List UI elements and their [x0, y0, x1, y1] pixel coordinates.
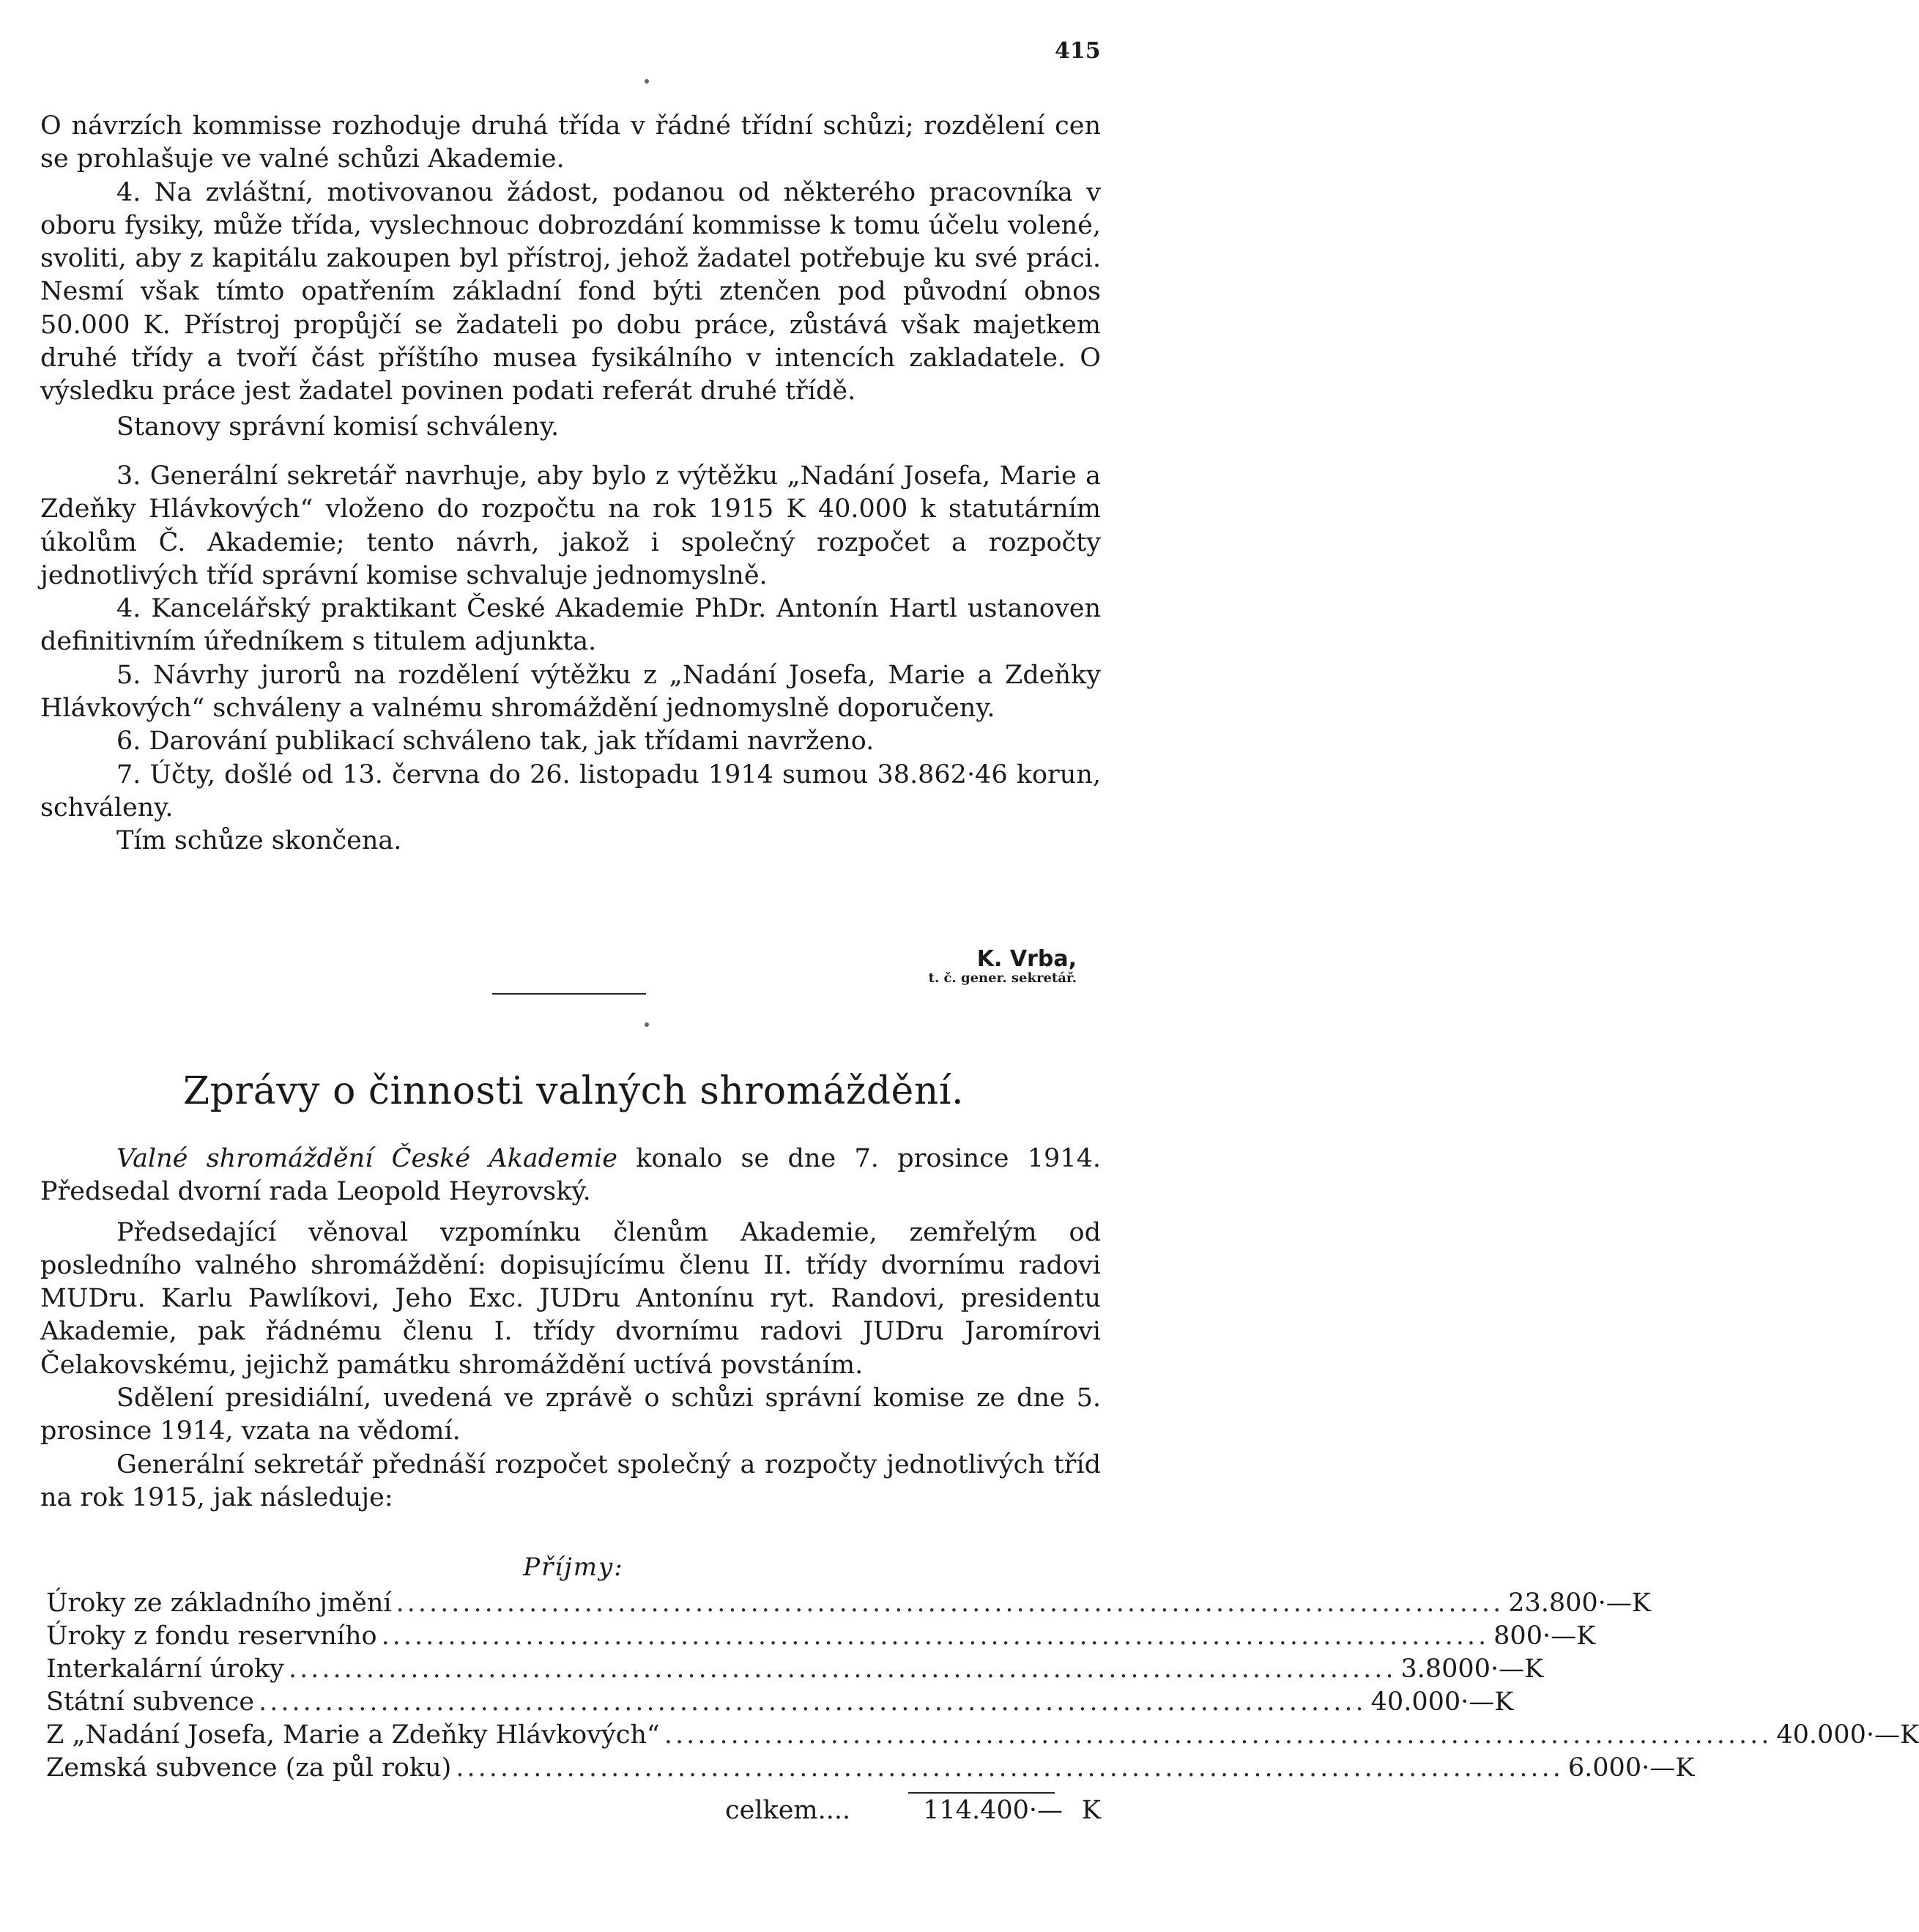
- total-amount: 114.400·—: [923, 1796, 1063, 1825]
- paragraph: O návrzích kommisse rozhoduje druhá třída v řádné třídní schůzi; rozdělení cen se prohlašuje ve valné schůzi Akademie.: [40, 111, 1101, 174]
- section-assembly: [40, 1143, 1101, 1515]
- row-amount: 800·—: [1493, 1621, 1577, 1651]
- row-currency: K: [1494, 1687, 1514, 1717]
- total-label: celkem....: [725, 1796, 851, 1825]
- section-minutes: [40, 110, 1101, 858]
- row-amount: 40.000·—: [1776, 1720, 1900, 1750]
- table-row: [46, 1620, 1596, 1653]
- intro-rest: konalo se dne 7. prosince 1914. Předsedal dvorní rada Leopold Heyrovský.: [40, 1144, 1101, 1207]
- row-label: Úroky ze základního jmění: [46, 1589, 392, 1618]
- table-title: Příjmy:: [523, 1553, 624, 1582]
- signature-block: [806, 946, 1077, 986]
- paragraph: 4. Na zvláštní, motivovanou žádost, podanou od některého pracovníka v oboru fysiky, může třída, vyslechnouc dobrozdání kommisse k tomu účelu volené, svoliti, aby z kapitálu zakoupen byl přístroj, jehož žadatel potřebuje ku své práci. Nesmí však tímto opatřením základní fond býti ztenčen pod původní obnos 50.000 K. Přístroj propůjčí se žadateli po dobu práce, zůstává však majetkem druhé třídy a tvoří část příštího musea fysikálního v intencích zakladatele. O výsledku práce jest žadatel povinen podati referát druhé třídě.: [40, 177, 1101, 406]
- paragraph: Předsedající věnoval vzpomínku členům Akademie, zemřelým od posledního valného shromáždění: dopisujícímu členu II. třídy dvornímu radovi MUDru. Karlu Pawlíkovi, Jeho Exc. JUDru Antonínu ryt. Randovi, presidentu Akademie, pak řádnému členu I. třídy dvornímu radovi JUDru Jaromírovi Čelakovskému, jejichž památku shromáždění uctívá povstáním.: [40, 1217, 1101, 1380]
- table-row: [46, 1587, 1651, 1620]
- leader-dots: ....................................................................................................: [259, 1687, 1367, 1717]
- section-heading: Zprávy o činnosti valných shromáždění.: [183, 1069, 964, 1113]
- row-amount: 6.000·—: [1567, 1753, 1676, 1783]
- print-speck: [645, 79, 649, 83]
- signature-name: K. Vrba,: [976, 946, 1077, 972]
- row-amount: 23.800·—: [1508, 1589, 1632, 1618]
- paragraph: Generální sekretář přednáší rozpočet společný a rozpočty jednotlivých tříd na rok 1915, jak následuje:: [40, 1449, 1101, 1512]
- row-label: Státní subvence: [46, 1687, 255, 1717]
- row-label: Z „Nadání Josefa, Marie a Zdeňky Hlávkových“: [46, 1720, 660, 1750]
- budget-table: [46, 1587, 1919, 1785]
- row-label: Zemská subvence (za půl roku): [46, 1753, 452, 1783]
- row-currency: K: [1631, 1589, 1651, 1618]
- paragraph: 5. Návrhy jurorů na rozdělení výtěžku z „Nadání Josefa, Marie a Zdeňky Hlávkových“ schváleny a valnému shromáždění jednomyslně doporučeny.: [40, 660, 1101, 724]
- table-row: [46, 1719, 1919, 1752]
- print-speck: [645, 1022, 649, 1027]
- paragraph: 3. Generální sekretář navrhuje, aby bylo z výtěžku „Nadání Josefa, Marie a Zdeňky Hlávkových“ vloženo do rozpočtu na rok 1915 K 40.000 k statutárním úkolům Č. Akademie; tento návrh, jakož i společný rozpočet a rozpočty jednotlivých tříd správní komise schvaluje jednomyslně.: [40, 461, 1101, 590]
- signature-role: t. č. gener. sekretář.: [928, 970, 1077, 986]
- paragraph: Sdělení presidiální, uvedená ve zprávě o schůzi správní komise ze dne 5. prosince 1914, vzata na vědomí.: [40, 1383, 1101, 1446]
- row-label: Úroky z fondu reservního: [46, 1621, 377, 1651]
- table-row: [46, 1653, 1544, 1686]
- leader-dots: ....................................................................................................: [288, 1654, 1397, 1684]
- paragraph: Tím schůze skončena.: [116, 826, 402, 856]
- leader-dots: ....................................................................................................: [396, 1589, 1504, 1618]
- row-amount: 3.8000·—: [1400, 1654, 1525, 1684]
- leader-dots: ....................................................................................................: [381, 1621, 1490, 1651]
- row-currency: K: [1675, 1753, 1695, 1783]
- page-number: 415: [1055, 38, 1101, 64]
- paragraph: 4. Kancelářský praktikant České Akademie PhDr. Antonín Hartl ustanoven definitivním úředníkem s titulem adjunkta.: [40, 594, 1101, 657]
- intro-italic: Valné shromáždění České Akademie: [116, 1144, 617, 1173]
- paragraph: Stanovy správní komisí schváleny.: [116, 412, 560, 442]
- row-currency: K: [1576, 1621, 1596, 1651]
- row-label: Interkalární úroky: [46, 1654, 284, 1684]
- sum-rule: [908, 1792, 1055, 1794]
- row-currency: K: [1899, 1720, 1919, 1750]
- intro-paragraph: [40, 1143, 1101, 1209]
- paragraph: 7. Účty, došlé od 13. června do 26. listopadu 1914 sumou 38.862·46 korun, schváleny.: [40, 759, 1101, 822]
- divider-rule: [492, 993, 646, 995]
- paragraph: 6. Darování publikací schváleno tak, jak třídami navrženo.: [116, 727, 875, 757]
- leader-dots: ....................................................................................................: [456, 1753, 1564, 1783]
- leader-dots: ....................................................................................................: [664, 1720, 1773, 1750]
- total-row: [725, 1796, 1101, 1825]
- table-row: [46, 1752, 1695, 1785]
- row-currency: K: [1524, 1654, 1544, 1684]
- total-currency: K: [1081, 1796, 1101, 1825]
- table-row: [46, 1686, 1514, 1719]
- row-amount: 40.000·—: [1370, 1687, 1495, 1717]
